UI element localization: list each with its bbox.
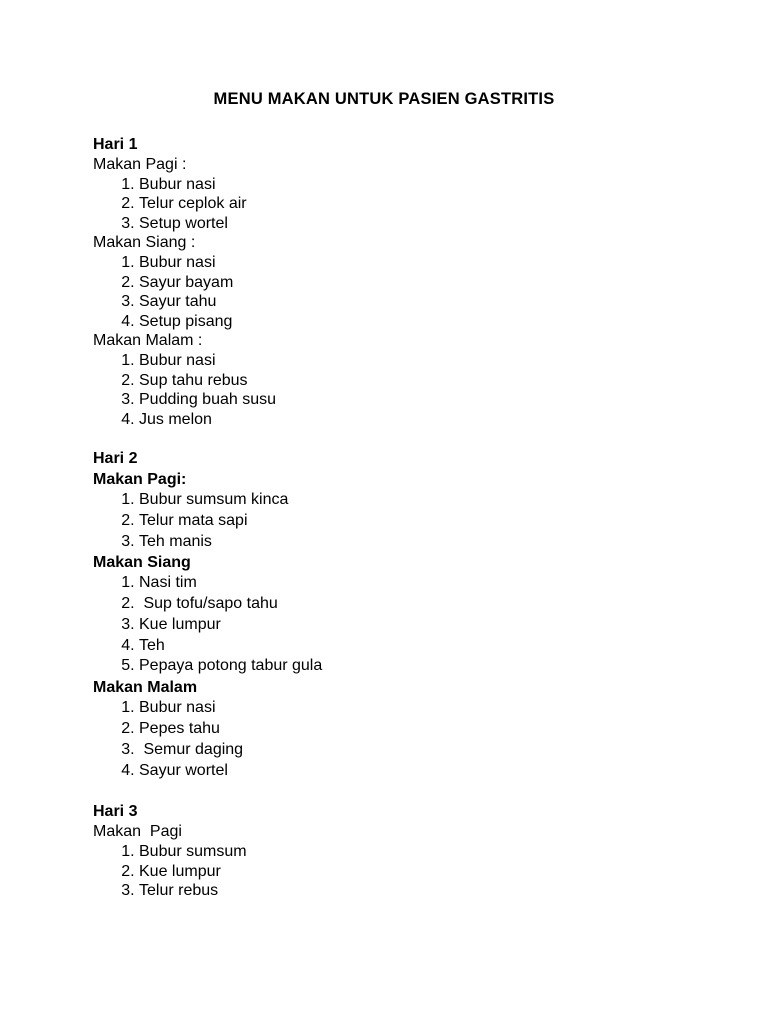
menu-list — [93, 253, 713, 331]
menu-item-text: Pepaya potong tabur gula — [139, 657, 323, 675]
list-item: 1. Bubur nasi — [93, 698, 713, 719]
day-section — [93, 802, 713, 900]
menu-list — [93, 175, 713, 234]
list-item: 2. Sayur bayam — [121, 273, 234, 291]
list-item: 1. Bubur sumsum — [121, 843, 247, 861]
menu-list — [93, 351, 713, 429]
menu-item-text: Telur ceplok air — [139, 195, 247, 213]
menu-content — [93, 135, 713, 901]
list-item: 2. Telur ceplok air — [121, 195, 247, 213]
list-item: 1. Bubur nasi — [121, 351, 216, 369]
list-item: 3. Telur rebus — [121, 882, 219, 900]
list-item: 1. Nasi tim — [93, 573, 713, 594]
menu-item-text: Nasi tim — [139, 574, 197, 592]
menu-list — [93, 490, 713, 552]
list-item: 2. Kue lumpur — [121, 862, 221, 880]
menu-item-text: Bubur sumsum — [139, 843, 247, 861]
menu-item-text: Semur daging — [139, 740, 244, 758]
document-title: MENU MAKAN UNTUK PASIEN GASTRITIS — [213, 90, 555, 108]
list-item: 5. Pepaya potong tabur gula — [93, 656, 713, 677]
list-item: 4. Teh — [93, 636, 713, 657]
day-section — [93, 135, 713, 429]
menu-item-text: Teh manis — [139, 532, 212, 550]
menu-item-text: Kue lumpur — [139, 615, 221, 633]
list-item: 3. Sayur tahu — [121, 293, 217, 311]
meal-label: Makan Malam : — [93, 332, 203, 350]
list-item: 4. Jus melon — [121, 410, 212, 428]
day-section — [93, 449, 713, 782]
menu-item-text: Pepes tahu — [139, 720, 220, 738]
meal-label: Makan Pagi — [93, 823, 182, 841]
spacer — [93, 781, 713, 802]
menu-item-text: Telur mata sapi — [139, 511, 248, 529]
menu-item-text: Jus melon — [139, 410, 212, 428]
list-item: 3. Teh manis — [93, 532, 713, 553]
menu-item-text: Sayur wortel — [139, 761, 228, 779]
menu-item-text: Sayur bayam — [139, 273, 234, 291]
day-title: Hari 1 — [93, 136, 138, 153]
meal-label: Makan Pagi: — [93, 470, 187, 488]
list-item: 4. Sayur wortel — [93, 761, 713, 782]
list-item: 3. Setup wortel — [121, 214, 228, 232]
menu-item-text: Setup pisang — [139, 312, 233, 330]
spacer — [93, 429, 713, 449]
list-item: 2. Sup tahu rebus — [121, 371, 248, 389]
list-item: 2. Telur mata sapi — [93, 511, 713, 532]
menu-item-text: Sup tofu/sapo tahu — [139, 595, 278, 613]
menu-list — [93, 698, 713, 781]
menu-item-text: Teh — [139, 636, 165, 654]
menu-item-text: Kue lumpur — [139, 862, 221, 880]
menu-item-text: Sayur tahu — [139, 293, 217, 311]
list-item: 3. Semur daging — [93, 740, 713, 761]
menu-item-text: Bubur nasi — [139, 351, 216, 369]
menu-item-text: Bubur sumsum kinca — [139, 490, 289, 508]
menu-item-text: Bubur nasi — [139, 699, 216, 717]
menu-list — [93, 573, 713, 677]
meal-label: Makan Siang — [93, 554, 191, 572]
menu-item-text: Telur rebus — [139, 882, 219, 900]
meal-label: Makan Pagi : — [93, 156, 187, 173]
list-item: 2. Pepes tahu — [93, 719, 713, 740]
menu-item-text: Sup tahu rebus — [139, 371, 248, 389]
list-item: 1. Bubur nasi — [121, 175, 216, 193]
list-item: 1. Bubur nasi — [121, 253, 216, 271]
meal-label: Makan Siang : — [93, 234, 196, 252]
day-title: Hari 2 — [93, 449, 138, 467]
menu-item-text: Setup wortel — [139, 214, 228, 232]
list-item: 3. Kue lumpur — [93, 615, 713, 636]
menu-item-text: Bubur nasi — [139, 175, 216, 193]
menu-item-text: Bubur nasi — [139, 253, 216, 271]
menu-list — [93, 842, 713, 901]
list-item: 1. Bubur sumsum kinca — [93, 490, 713, 511]
list-item: 4. Setup pisang — [121, 312, 233, 330]
day-title: Hari 3 — [93, 803, 138, 821]
meal-label: Makan Malam — [93, 679, 198, 697]
menu-item-text: Pudding buah susu — [139, 391, 276, 409]
list-item: 2. Sup tofu/sapo tahu — [93, 594, 713, 615]
list-item: 3. Pudding buah susu — [121, 391, 276, 409]
